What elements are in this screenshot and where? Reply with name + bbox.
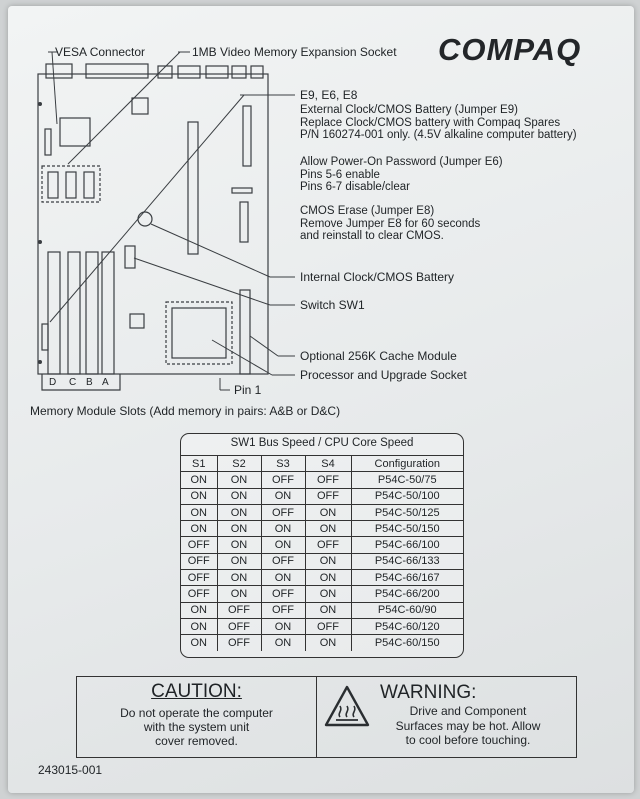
table-cell: ON — [181, 602, 217, 618]
processor-socket — [166, 302, 232, 364]
table-row — [181, 602, 463, 618]
caution-title: CAUTION: — [151, 681, 242, 702]
sw1-table-title: SW1 Bus Speed / CPU Core Speed — [230, 437, 414, 449]
table-cell: OFF — [261, 504, 305, 520]
table-row — [181, 570, 463, 586]
sw1-header-cell: S3 — [261, 456, 305, 472]
vram-chip-3 — [84, 172, 94, 198]
sw1-header-cell: S2 — [217, 456, 261, 472]
processor-socket-label: Processor and Upgrade Socket — [300, 368, 467, 382]
table-cell: OFF — [261, 553, 305, 569]
memory-slot-a — [102, 252, 114, 374]
table-row — [181, 586, 463, 602]
table-cell: OFF — [217, 618, 261, 634]
table-cell: P54C-60/150 — [351, 635, 463, 651]
slot-letter-b: B — [86, 377, 93, 388]
label-sheet — [8, 6, 634, 793]
table-cell: ON — [217, 472, 261, 488]
jumpers-label: E9, E6, E8 — [300, 88, 358, 102]
video-chip — [60, 118, 90, 146]
video-memory-label: 1MB Video Memory Expansion Socket — [192, 45, 397, 59]
table-cell: ON — [305, 635, 351, 651]
table-cell: ON — [261, 537, 305, 553]
video-memory-socket — [42, 166, 100, 202]
table-cell: ON — [181, 618, 217, 634]
table-row — [181, 521, 463, 537]
table-cell: ON — [305, 570, 351, 586]
table-row — [181, 553, 463, 569]
caution-text: Do not operate the computer with the system unit cover removed. — [120, 706, 273, 748]
parallel-connector — [86, 64, 148, 78]
table-cell: ON — [261, 521, 305, 537]
table-cell: ON — [217, 504, 261, 520]
table-cell: ON — [217, 488, 261, 504]
table-cell: OFF — [181, 570, 217, 586]
port-5 — [251, 66, 263, 78]
pin1-label: Pin 1 — [234, 383, 262, 397]
table-row — [181, 504, 463, 520]
table-row — [181, 472, 463, 488]
cache-module-label: Optional 256K Cache Module — [300, 349, 457, 363]
internal-battery-label: Internal Clock/CMOS Battery — [300, 270, 455, 284]
table-cell: ON — [217, 553, 261, 569]
table-cell: P54C-66/133 — [351, 553, 463, 569]
vram-chip-1 — [48, 172, 58, 198]
table-row — [181, 635, 463, 651]
sw1-table-grid — [181, 455, 463, 651]
switch-sw1 — [125, 246, 135, 268]
table-cell: OFF — [305, 618, 351, 634]
table-cell: ON — [261, 618, 305, 634]
port-4 — [232, 66, 246, 78]
vram-chip-2 — [66, 172, 76, 198]
table-cell: ON — [305, 602, 351, 618]
header-2 — [240, 202, 248, 242]
sw1-header-cell: S4 — [305, 456, 351, 472]
table-cell: P54C-60/120 — [351, 618, 463, 634]
slot-letter-c: C — [69, 377, 77, 388]
table-row — [181, 537, 463, 553]
table-cell: ON — [217, 586, 261, 602]
small-chip — [132, 98, 148, 114]
slot-letter-a: A — [102, 377, 109, 388]
table-cell: ON — [181, 635, 217, 651]
vesa-connector — [46, 64, 72, 78]
table-cell: ON — [181, 504, 217, 520]
table-cell: OFF — [305, 488, 351, 504]
table-cell: OFF — [261, 472, 305, 488]
table-cell: OFF — [261, 586, 305, 602]
small-chip-2 — [130, 314, 144, 328]
board-outline — [38, 74, 268, 374]
small-slot-left-2 — [42, 324, 48, 350]
table-cell: ON — [181, 521, 217, 537]
table-cell: ON — [217, 521, 261, 537]
memory-slots-label: Memory Module Slots (Add memory in pairs: A&B or D&C) — [30, 404, 341, 418]
sw1-header-cell: Configuration — [351, 456, 463, 472]
table-cell: OFF — [181, 586, 217, 602]
table-cell: ON — [217, 570, 261, 586]
box-divider — [316, 677, 317, 757]
table-cell: ON — [181, 472, 217, 488]
table-cell: ON — [261, 635, 305, 651]
compaq-logo: COMPAQ — [438, 32, 582, 67]
table-cell: ON — [305, 504, 351, 520]
battery-icon — [138, 212, 152, 226]
table-row — [181, 618, 463, 634]
warning-title: WARNING: — [380, 682, 477, 703]
table-cell: OFF — [217, 602, 261, 618]
jumper-strip — [232, 188, 252, 193]
memory-slot-b — [86, 252, 98, 374]
jumper-e9-note: External Clock/CMOS Battery (Jumper E9) Replace Clock/CMOS battery with Compaq Spares P/N 160274-001 only. (4.5V alkaline computer battery) — [300, 104, 577, 141]
table-cell: ON — [261, 570, 305, 586]
table-cell: ON — [261, 488, 305, 504]
jumper-e8-note: CMOS Erase (Jumper E8) Remove Jumper E8 for 60 seconds and reinstall to clear CMOS. — [300, 205, 481, 242]
jumper-header — [243, 106, 251, 166]
small-slot-left — [45, 129, 51, 155]
table-cell: P54C-50/150 — [351, 521, 463, 537]
expansion-slot — [188, 122, 198, 254]
vesa-connector-label: VESA Connector — [55, 45, 146, 59]
part-number: 243015-001 — [38, 763, 103, 777]
table-cell: P54C-50/125 — [351, 504, 463, 520]
table-cell: ON — [305, 553, 351, 569]
caution-warning-box — [76, 676, 577, 758]
table-cell: OFF — [305, 472, 351, 488]
slot-letter-d: D — [49, 377, 57, 388]
table-cell: ON — [181, 488, 217, 504]
table-cell: P54C-66/200 — [351, 586, 463, 602]
table-row — [181, 488, 463, 504]
table-cell: OFF — [181, 553, 217, 569]
table-cell: OFF — [261, 602, 305, 618]
table-cell: OFF — [217, 635, 261, 651]
port-3 — [206, 66, 228, 78]
table-cell: OFF — [305, 537, 351, 553]
table-cell: ON — [305, 586, 351, 602]
table-cell: ON — [217, 537, 261, 553]
switch-sw1-label: Switch SW1 — [300, 298, 365, 312]
sw1-speed-table — [180, 433, 464, 658]
table-cell: P54C-66/167 — [351, 570, 463, 586]
sw1-header-cell: S1 — [181, 456, 217, 472]
sw1-header-row — [181, 456, 463, 472]
warning-text: Drive and Component Surfaces may be hot. Allow to cool before touching. — [395, 704, 541, 747]
processor — [172, 308, 226, 358]
jumper-e6-note: Allow Power-On Password (Jumper E6) Pins 5-6 enable Pins 6-7 disable/clear — [300, 156, 503, 193]
table-cell: ON — [305, 521, 351, 537]
table-cell: P54C-50/75 — [351, 472, 463, 488]
memory-slot-c — [68, 252, 80, 374]
port-2 — [178, 66, 200, 78]
table-cell: P54C-50/100 — [351, 488, 463, 504]
table-cell: OFF — [181, 537, 217, 553]
table-cell: P54C-66/100 — [351, 537, 463, 553]
table-cell: P54C-60/90 — [351, 602, 463, 618]
